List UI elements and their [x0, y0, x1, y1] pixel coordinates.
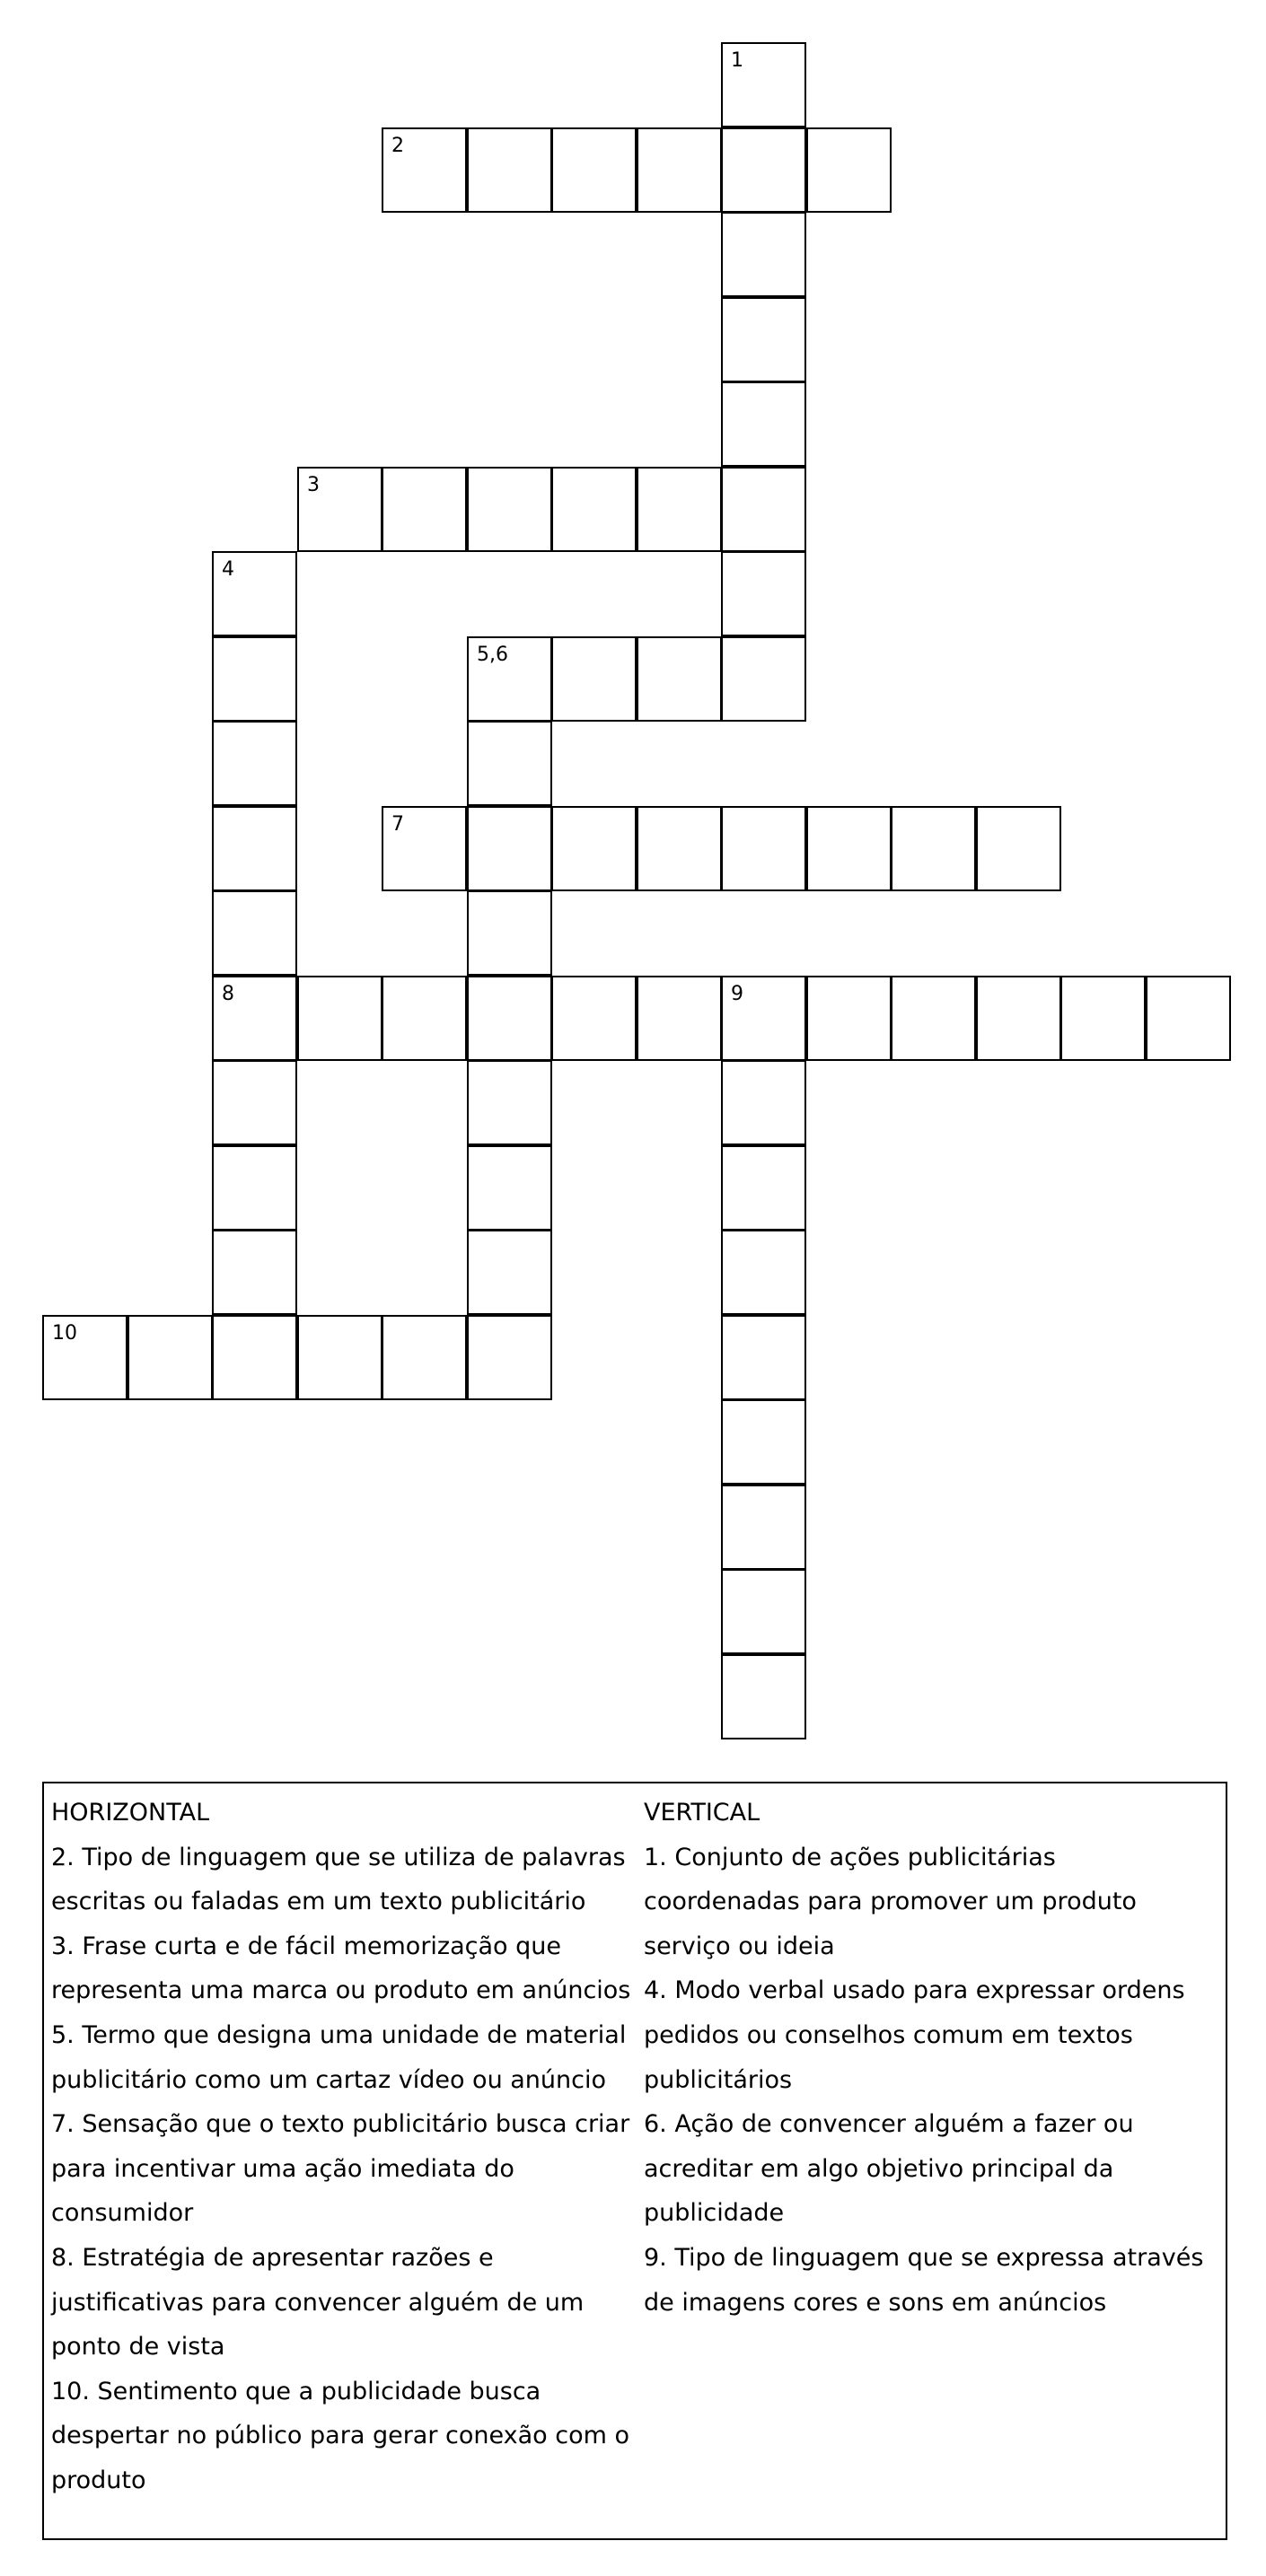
crossword-cell[interactable] [721, 381, 806, 467]
crossword-cell[interactable] [721, 976, 806, 1061]
crossword-cell[interactable] [212, 636, 297, 722]
horizontal-title: HORIZONTAL [51, 1799, 210, 1827]
crossword-cell[interactable] [1060, 976, 1146, 1061]
horizontal-clues [51, 1791, 635, 2503]
crossword-cell[interactable] [721, 1315, 806, 1400]
crossword-cell[interactable] [297, 1315, 382, 1400]
clue-number: 7 [391, 813, 404, 836]
crossword-cell[interactable] [467, 636, 552, 722]
clue-horizontal-10: 10. Sentimento que a publicidade busca despertar no público para gerar conexão com o produto [51, 2377, 630, 2494]
crossword-cell[interactable] [382, 1315, 467, 1400]
crossword-cell[interactable] [382, 806, 467, 891]
crossword-cell[interactable] [382, 976, 467, 1061]
crossword-cell[interactable] [637, 127, 722, 213]
crossword-cell[interactable] [637, 467, 722, 552]
crossword-cell[interactable] [127, 1315, 213, 1400]
crossword-cell[interactable] [721, 127, 806, 213]
clue-vertical-9: 9. Tipo de linguagem que se expressa através de imagens cores e sons em anúncios [644, 2243, 1204, 2317]
crossword-cell[interactable] [551, 127, 637, 213]
crossword-cell[interactable] [42, 1315, 127, 1400]
crossword-cell[interactable] [976, 976, 1061, 1061]
crossword-cell[interactable] [467, 806, 552, 891]
clue-horizontal-2: 2. Tipo de linguagem que se utiliza de palavras escritas ou faladas em um texto publicitário [51, 1843, 626, 1916]
crossword-cell[interactable] [891, 976, 976, 1061]
clue-number: 10 [52, 1322, 77, 1345]
crossword-cell[interactable] [637, 636, 722, 722]
crossword-cell[interactable] [721, 42, 806, 127]
crossword-cell[interactable] [806, 806, 892, 891]
crossword-cell[interactable] [721, 1230, 806, 1315]
crossword-cell[interactable] [467, 721, 552, 806]
crossword-cell[interactable] [551, 976, 637, 1061]
crossword-cell[interactable] [212, 1145, 297, 1231]
crossword-cell[interactable] [891, 806, 976, 891]
crossword-cell[interactable] [467, 1060, 552, 1145]
clue-vertical-1: 1. Conjunto de ações publicitárias coordenadas para promover um produto serviço ou ideia [644, 1843, 1137, 1960]
crossword-cell[interactable] [297, 467, 382, 552]
crossword-cell[interactable] [806, 127, 892, 213]
crossword-cell[interactable] [467, 1145, 552, 1231]
clue-number: 9 [731, 983, 743, 1005]
crossword-cell[interactable] [721, 551, 806, 636]
crossword-cell[interactable] [551, 467, 637, 552]
crossword-cell[interactable] [806, 976, 892, 1061]
vertical-clues [644, 1791, 1218, 2325]
clue-number: 5,6 [477, 644, 508, 666]
crossword-cell[interactable] [721, 636, 806, 722]
crossword-cell[interactable] [212, 721, 297, 806]
clues-box [42, 1782, 1227, 2540]
crossword-cell[interactable] [721, 806, 806, 891]
crossword-cell[interactable] [551, 806, 637, 891]
crossword-cell[interactable] [1146, 976, 1231, 1061]
crossword-cell[interactable] [467, 890, 552, 976]
crossword-cell[interactable] [212, 890, 297, 976]
crossword-cell[interactable] [637, 806, 722, 891]
clue-number: 4 [222, 558, 234, 581]
clue-number: 1 [731, 49, 743, 72]
crossword-cell[interactable] [551, 636, 637, 722]
crossword-cell[interactable] [721, 1485, 806, 1570]
crossword-cell[interactable] [382, 467, 467, 552]
crossword-cell[interactable] [297, 976, 382, 1061]
clue-number: 3 [307, 474, 320, 496]
crossword-cell[interactable] [721, 297, 806, 382]
crossword-cell[interactable] [467, 1315, 552, 1400]
crossword-cell[interactable] [467, 1230, 552, 1315]
clue-vertical-6: 6. Ação de convencer alguém a fazer ou acreditar em algo objetivo principal da publicidade [644, 2110, 1134, 2228]
crossword-cell[interactable] [212, 1060, 297, 1145]
clue-horizontal-5: 5. Termo que designa uma unidade de material publicitário como um cartaz vídeo ou anúncio [51, 2020, 627, 2094]
crossword-cell[interactable] [721, 212, 806, 297]
crossword-cell[interactable] [212, 976, 297, 1061]
clue-vertical-4: 4. Modo verbal usado para expressar ordens pedidos ou conselhos comum em textos publicitários [644, 1976, 1185, 2094]
crossword-cell[interactable] [721, 1399, 806, 1485]
crossword-cell[interactable] [976, 806, 1061, 891]
crossword-cell[interactable] [721, 1060, 806, 1145]
crossword-cell[interactable] [212, 551, 297, 636]
crossword-cell[interactable] [212, 1230, 297, 1315]
vertical-title: VERTICAL [644, 1799, 760, 1827]
clue-horizontal-7: 7. Sensação que o texto publicitário busca criar para incentivar uma ação imediata do consumidor [51, 2110, 630, 2228]
crossword-cell[interactable] [637, 976, 722, 1061]
crossword-cell[interactable] [721, 1145, 806, 1231]
clue-number: 2 [391, 135, 404, 157]
crossword-cell[interactable] [212, 806, 297, 891]
crossword-cell[interactable] [721, 467, 806, 552]
clue-number: 8 [222, 983, 234, 1005]
clue-horizontal-3: 3. Frase curta e de fácil memorização que representa uma marca ou produto em anúncios [51, 1932, 631, 2005]
crossword-cell[interactable] [721, 1654, 806, 1739]
crossword-cell[interactable] [721, 1569, 806, 1654]
crossword-cell[interactable] [382, 127, 467, 213]
crossword-cell[interactable] [212, 1315, 297, 1400]
crossword-cell[interactable] [467, 127, 552, 213]
clue-horizontal-8: 8. Estratégia de apresentar razões e justificativas para convencer alguém de um ponto de vista [51, 2243, 585, 2361]
crossword-cell[interactable] [467, 976, 552, 1061]
crossword-cell[interactable] [467, 467, 552, 552]
